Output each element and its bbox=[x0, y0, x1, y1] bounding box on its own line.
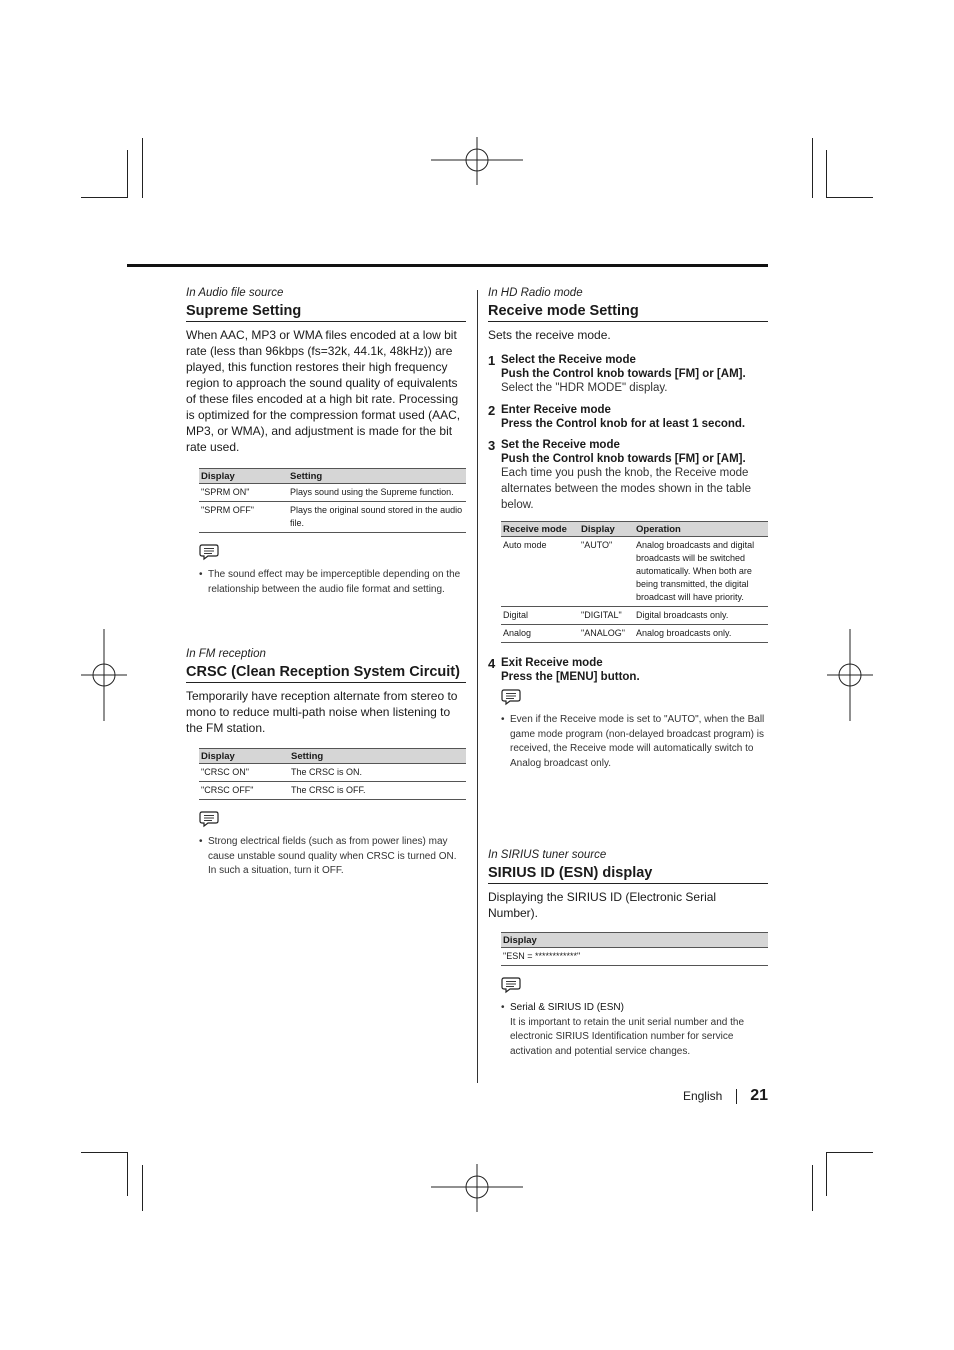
page-footer bbox=[640, 1087, 768, 1109]
table-cell: "CRSC OFF" bbox=[199, 782, 289, 800]
table-cell: "ANALOG" bbox=[579, 625, 634, 643]
step-number: 1 bbox=[488, 353, 496, 368]
note-icon bbox=[199, 543, 219, 561]
step-instruction: Press the Control knob for at least 1 second. bbox=[501, 418, 746, 430]
section-title: SIRIUS ID (ESN) display bbox=[488, 865, 768, 884]
note-text: Even if the Receive mode is set to "AUTO", when the Ball game mode program (non-delayed broadcast program) is received, the Receive mode will automatically switch to Analog broadcast only. bbox=[510, 714, 765, 769]
table-cell: Digital bbox=[501, 607, 579, 625]
table-header: Display bbox=[199, 749, 289, 764]
note-block: • The sound effect may be imperceptible depending on the relationship between the audio file format and setting. bbox=[199, 543, 466, 597]
section-title: Supreme Setting bbox=[186, 303, 466, 322]
table-cell: Auto mode bbox=[501, 537, 579, 607]
header-rule bbox=[127, 264, 768, 267]
table-row bbox=[199, 764, 466, 782]
step-number: 2 bbox=[488, 403, 496, 418]
footer-separator bbox=[736, 1089, 737, 1104]
note-text: The sound effect may be imperceptible depending on the relationship between the audio file format and setting. bbox=[208, 569, 461, 595]
section-context: In HD Radio mode bbox=[488, 287, 583, 299]
section-title: CRSC (Clean Reception System Circuit) bbox=[186, 664, 466, 683]
registration-mark-top bbox=[431, 137, 523, 185]
table-cell: Analog bbox=[501, 625, 579, 643]
crsc-table bbox=[199, 748, 466, 800]
note-icon bbox=[501, 688, 521, 706]
note-text: It is important to retain the unit serial number and the electronic SIRIUS Identification number for service activation and potential service changes. bbox=[510, 1016, 745, 1057]
step-number: 3 bbox=[488, 438, 496, 453]
table-cell: Plays sound using the Supreme function. bbox=[288, 484, 466, 502]
table-row bbox=[199, 502, 466, 533]
table-cell: "ESN = ************" bbox=[501, 948, 768, 966]
supreme-table-wrap bbox=[199, 468, 466, 533]
note-block: • Strong electrical fields (such as from power lines) may cause unstable sound quality when CRSC is turned ON. In such a situation, turn it OFF. bbox=[199, 810, 466, 879]
section-sirius-id bbox=[488, 849, 768, 1059]
table-row bbox=[501, 625, 768, 643]
receive-table bbox=[501, 521, 768, 643]
note-title: Serial & SIRIUS ID (ESN) bbox=[510, 1002, 624, 1013]
step-instruction: Push the Control knob towards [FM] or [AM]. bbox=[501, 453, 746, 465]
section-receive-mode bbox=[488, 287, 768, 771]
section-body: Temporarily have reception alternate from stereo to mono to reduce multi-path noise when listening to the FM station. bbox=[186, 689, 458, 735]
step-4 bbox=[488, 656, 768, 683]
receive-table-wrap bbox=[501, 521, 768, 643]
step-title: Set the Receive mode bbox=[501, 439, 620, 451]
page-number: 21 bbox=[750, 1087, 768, 1104]
table-row bbox=[501, 537, 768, 607]
table-header: Setting bbox=[289, 749, 466, 764]
table-cell: "SPRM ON" bbox=[199, 484, 288, 502]
step-1 bbox=[488, 353, 768, 396]
step-3 bbox=[488, 438, 768, 513]
table-header: Operation bbox=[634, 522, 768, 537]
table-row bbox=[501, 607, 768, 625]
table-header: Display bbox=[579, 522, 634, 537]
step-number: 4 bbox=[488, 656, 496, 671]
step-text: Select the "HDR MODE" display. bbox=[501, 382, 668, 394]
step-title: Exit Receive mode bbox=[501, 657, 603, 669]
step-2 bbox=[488, 403, 768, 430]
section-supreme bbox=[186, 287, 466, 597]
table-row bbox=[199, 484, 466, 502]
crsc-table-wrap bbox=[199, 748, 466, 800]
section-context: In Audio file source bbox=[186, 287, 284, 299]
registration-mark-bottom bbox=[431, 1164, 523, 1212]
table-cell: The CRSC is ON. bbox=[289, 764, 466, 782]
section-crsc bbox=[186, 648, 466, 879]
step-instruction: Push the Control knob towards [FM] or [AM]. bbox=[501, 368, 746, 380]
note-icon bbox=[501, 976, 521, 994]
table-cell: Analog broadcasts only. bbox=[634, 625, 768, 643]
section-title: Receive mode Setting bbox=[488, 303, 768, 322]
table-cell: "CRSC ON" bbox=[199, 764, 289, 782]
note-text: Strong electrical fields (such as from power lines) may cause unstable sound quality when CRSC is turned ON. In such a situation, turn it OFF. bbox=[208, 836, 457, 876]
table-header: Display bbox=[501, 933, 768, 948]
footer-language: English bbox=[682, 1089, 723, 1103]
table-row bbox=[199, 782, 466, 800]
section-intro: Displaying the SIRIUS ID (Electronic Serial Number). bbox=[488, 890, 717, 920]
registration-mark-right bbox=[827, 629, 873, 721]
sirius-table bbox=[501, 932, 768, 966]
note-block: • Serial & SIRIUS ID (ESN) It is important to retain the unit serial number and the electronic SIRIUS Identification number for service activation and potential service changes. bbox=[501, 976, 768, 1059]
table-header: Setting bbox=[288, 469, 466, 484]
table-header: Receive mode bbox=[501, 522, 579, 537]
table-cell: Plays the original sound stored in the audio file. bbox=[288, 502, 466, 533]
section-body: When AAC, MP3 or WMA files encoded at a low bit rate (less than 96kbps (fs=32k, 44.1k, 48kHz)) are played, this function restores their high frequency region to approach the sound quality of equivalents of these files encoded at a high bit rate. Processing is optimized for the compression format used (AAC, MP3, or WMA), and adjustment is made for the bit rate used. bbox=[186, 328, 461, 454]
table-cell: "DIGITAL" bbox=[579, 607, 634, 625]
supreme-table bbox=[199, 468, 466, 533]
note-icon bbox=[199, 810, 219, 828]
section-context: In SIRIUS tuner source bbox=[488, 849, 607, 861]
table-cell: Analog broadcasts and digital broadcasts will be switched automatically. When both are being transmitted, the digital broadcast will have priority. bbox=[634, 537, 768, 607]
table-header: Display bbox=[199, 469, 288, 484]
registration-mark-left bbox=[81, 629, 127, 721]
table-cell: "SPRM OFF" bbox=[199, 502, 288, 533]
step-text: Each time you push the knob, the Receive mode alternates between the modes shown in the table below. bbox=[501, 467, 751, 511]
section-intro: Sets the receive mode. bbox=[488, 328, 611, 342]
step-title: Select the Receive mode bbox=[501, 354, 636, 366]
step-title: Enter Receive mode bbox=[501, 404, 611, 416]
step-instruction: Press the [MENU] button. bbox=[501, 671, 640, 683]
table-row bbox=[501, 948, 768, 966]
table-cell: Digital broadcasts only. bbox=[634, 607, 768, 625]
column-divider bbox=[477, 290, 478, 1083]
section-context: In FM reception bbox=[186, 648, 266, 660]
sirius-table-wrap bbox=[501, 932, 768, 966]
table-cell: "AUTO" bbox=[579, 537, 634, 607]
note-block: • Even if the Receive mode is set to "AUTO", when the Ball game mode program (non-delayed broadcast program) is received, the Receive mode will automatically switch to Analog broadcast only. bbox=[501, 688, 768, 771]
table-cell: The CRSC is OFF. bbox=[289, 782, 466, 800]
